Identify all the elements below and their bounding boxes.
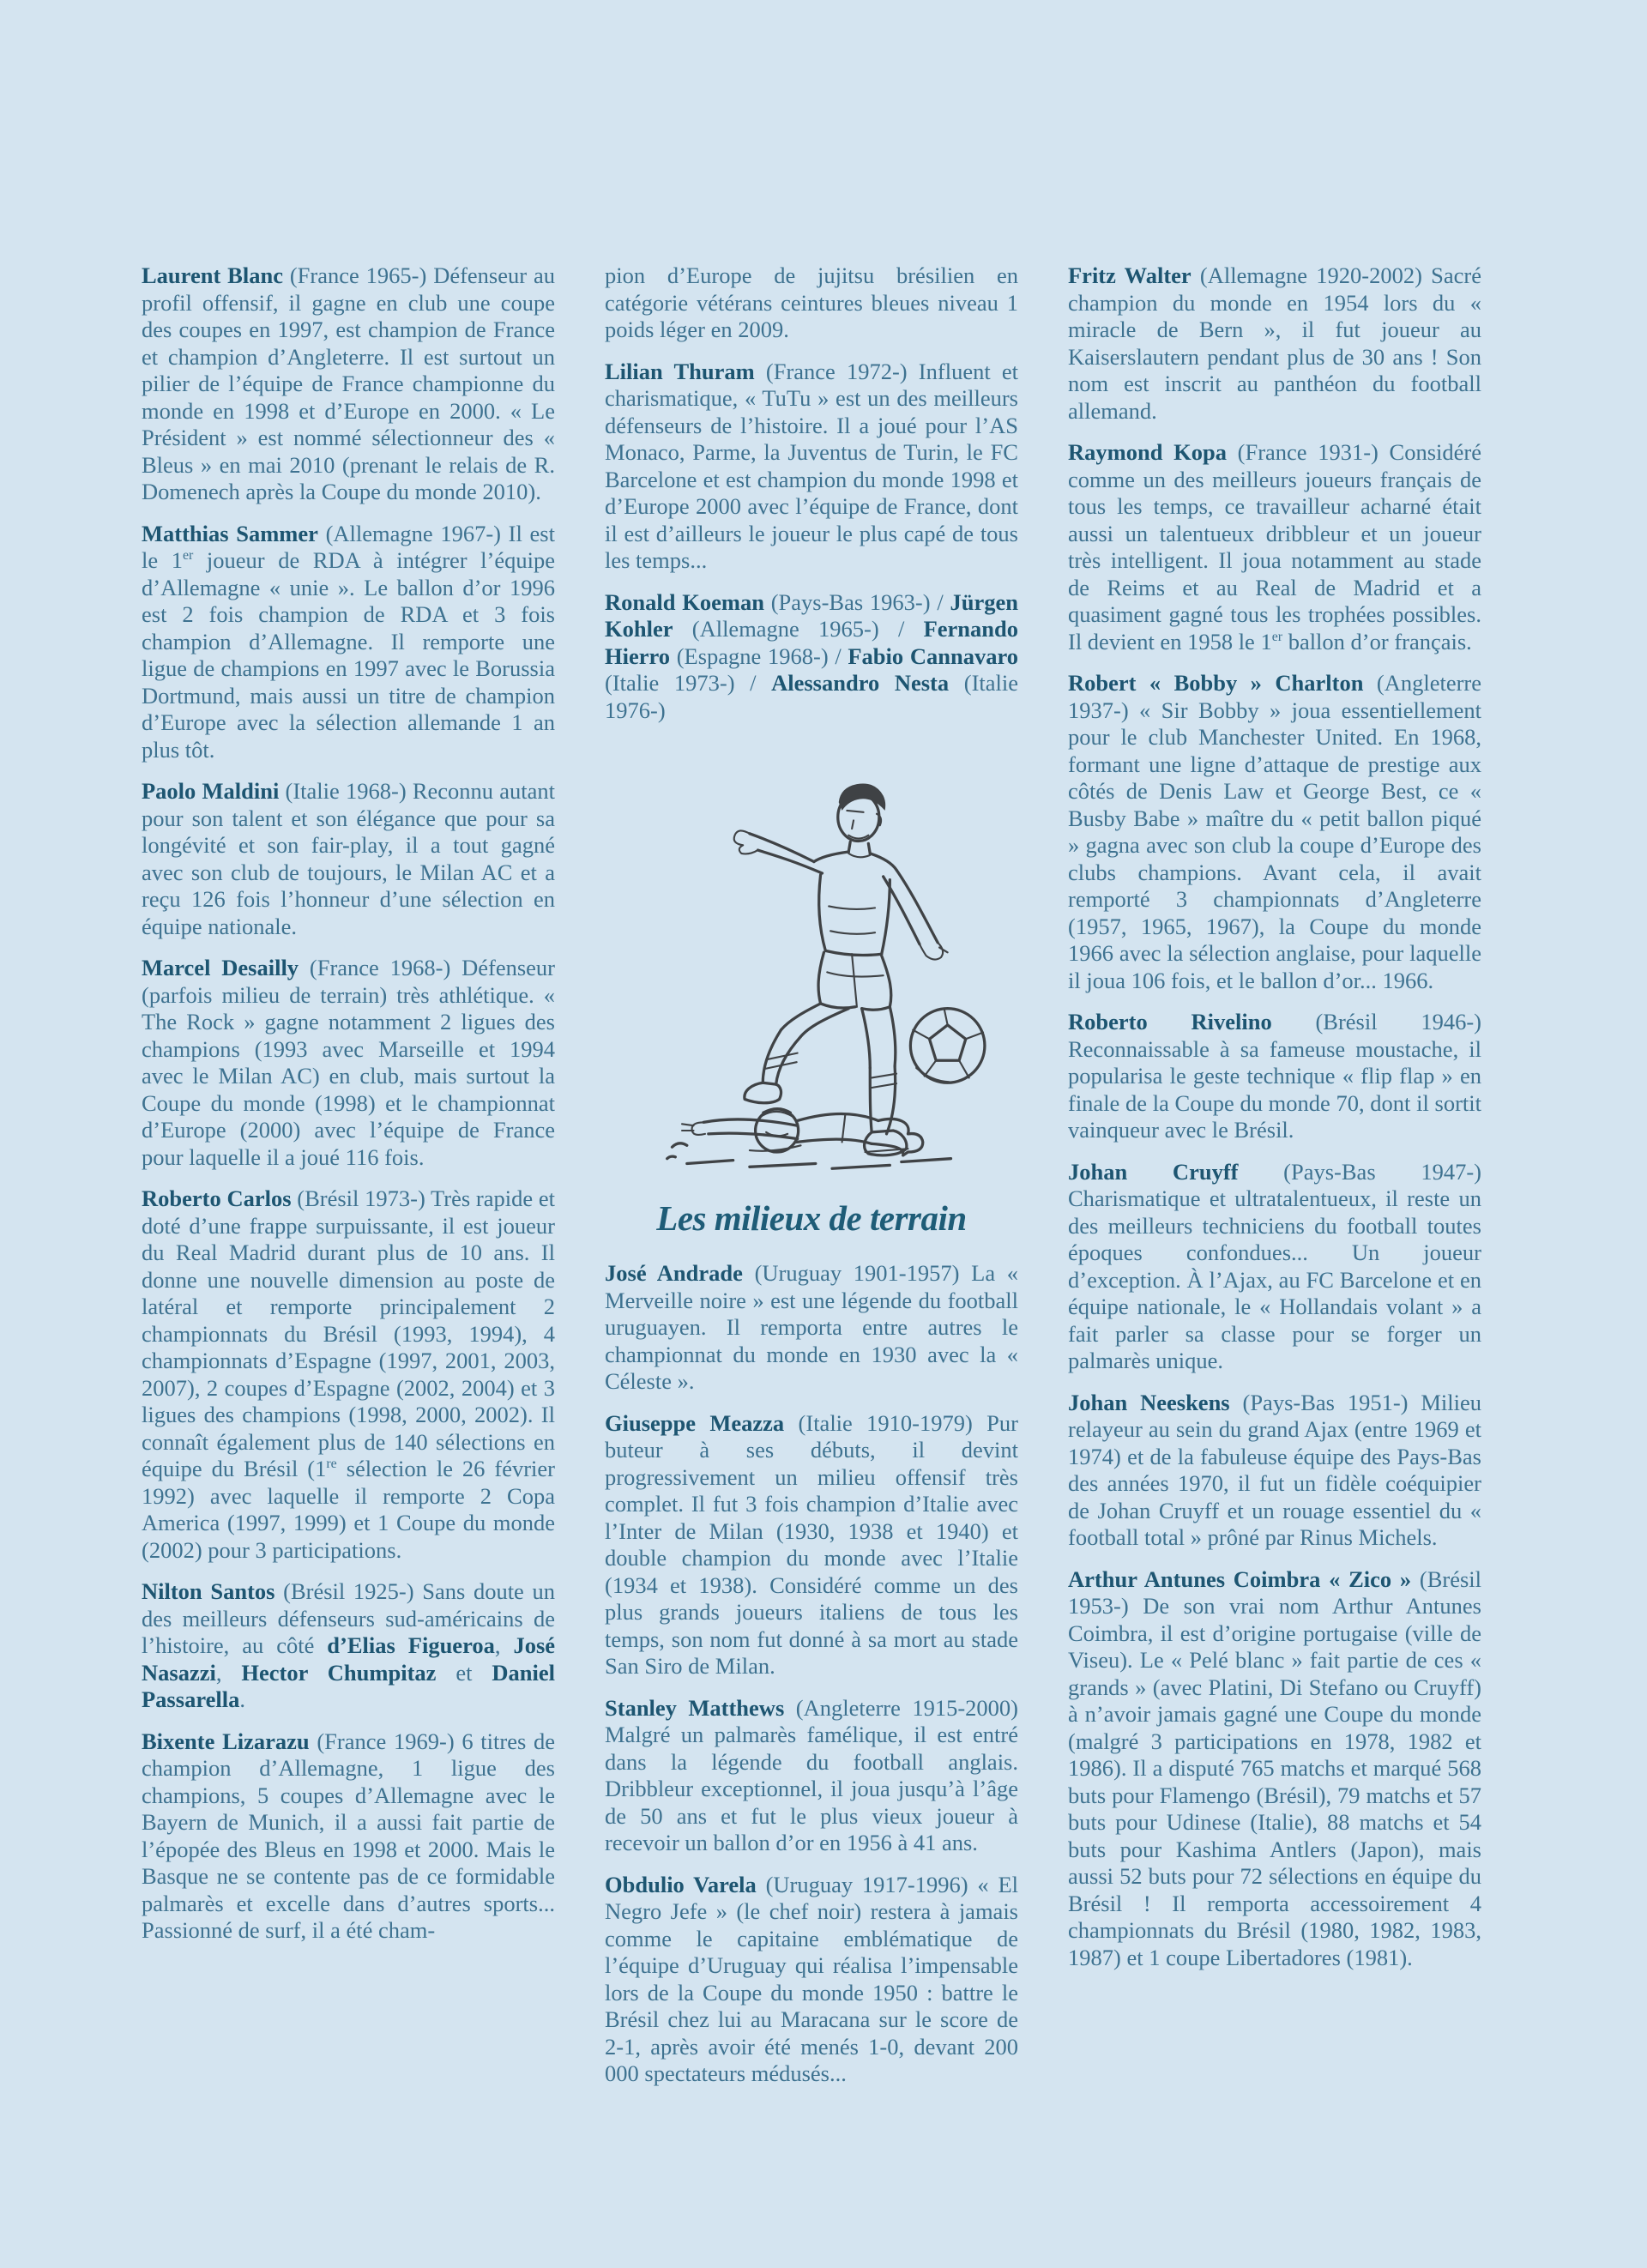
body-text: (France 1931-) Considéré comme un des meilleurs joueurs français de tous les temps, ce travailleur acharné était aussi un talentueux dribbleur et un joueur très intelligent. Il joua notamment au stade de Reims et au Real de Madrid et a quasiment gagné tous les trophées possibles. Il devient en 1958 le 1 (1068, 439, 1481, 654)
body-text: (Brésil 1946-) Reconnaissable à sa fameuse moustache, il popularisa le geste technique « flip flap » en finale de la Coupe du monde 70, dont il sortit vainqueur avec le Brésil. (1068, 1009, 1482, 1143)
column-right (1068, 262, 1481, 2102)
body-text: (France 1965-) Défenseur au profil offensif, il gagne en club une coupe des coupes en 1997, est champion de France et champion d’Angleterre. Il est surtout un pilier de l’équipe de France championne du monde en 1998 et d’Europe en 2000. « Le Président » est nommé sélectionneur des « Bleus » en mai 2010 (prenant le relais de R. Domenech après la Coupe du monde 2010). (142, 262, 555, 504)
superscript: er (1271, 629, 1283, 644)
paragraph (605, 589, 1018, 725)
player-name: Matthias Sammer (142, 520, 318, 546)
player-name: Stanley Matthews (605, 1694, 785, 1721)
player-name: José Andrade (605, 1260, 743, 1287)
column-middle-top-paragraphs (605, 262, 1018, 724)
body-text: sélection le 26 février 1992) avec laquelle il remporte 2 Copa America (1997, 1999) et 1 Coupe du monde (2002) pour 3 participations. (142, 1456, 556, 1563)
superscript: re (326, 1457, 337, 1472)
body-text: ballon d’or français. (1282, 628, 1472, 654)
body-text: (Brésil 1925-) Sans doute un des meilleurs défenseurs sud-américains de l’histoire, au côté (142, 1578, 555, 1658)
player-name: Ronald Koeman (605, 588, 764, 615)
player-name: Marcel Desailly (142, 955, 299, 980)
player-name: Johan Neeskens (1068, 1389, 1230, 1415)
body-text: (France 1968-) Défenseur (parfois milieu de terrain) très athlétique. « The Rock » gagne notamment 2 ligues des champions (1993 avec Marseille et 1994 avec le Milan AC) en club, mais surtout la Coupe du monde (1998) et le championnat d’Europe (2000) avec l’équipe de France pour laquelle il a joué 116 fois. (142, 955, 555, 1170)
player-name: Nilton Santos (142, 1578, 275, 1604)
superscript: er (182, 548, 194, 564)
paragraph (1068, 439, 1481, 655)
body-text: (Pays-Bas 1951-) Milieu relayeur au sein du grand Ajax (entre 1969 et 1974) et de la fabuleuse équipe des Pays-Bas des années 1970, il fut un fidèle coéquipier de Johan Cruyff et un rouage essentiel du « football total » prôné par Rinus Michels. (1068, 1389, 1481, 1550)
paragraph (1068, 1566, 1481, 1972)
paragraph (1068, 1009, 1481, 1144)
paragraph (142, 778, 555, 940)
body-text: (Italie 1968-) Reconnu autant pour son talent et son élégance que pour sa longévité et son fair-play, il a tout gagné avec son club de toujours, le Milan AC et a reçu 126 fois l’honneur d’une sélection en équipe nationale. (142, 778, 555, 939)
paragraph (1068, 262, 1481, 425)
paragraph (605, 262, 1018, 344)
player-name: Fabio Cannavaro (848, 642, 1018, 669)
player-name: Roberto Carlos (142, 1185, 292, 1211)
body-text: (Italie 1973-) / (605, 670, 772, 696)
body-text: (Angleterre 1937-) « Sir Bobby » joua essentiellement pour le club Manchester United. En 1968, formant une ligne d’attaque de prestige aux côtés de Denis Law et George Best, ce « Busby Babe » maître du « petit ballon piqué » gagna avec son club la coupe d’Europe des clubs champions. Avant cela, il avait remporté 3 championnats d’Angleterre (1957, 1965, 1967), la Coupe du monde 1966 avec la sélection anglaise, pour laquelle il joua 106 fois, et le ballon d’or... 1966. (1068, 670, 1481, 993)
soccer-ball-icon (910, 1009, 985, 1083)
player-name: Fernando Hierro (605, 616, 1018, 669)
column-middle (605, 262, 1018, 2102)
section-heading: Les milieux de terrain (656, 1198, 967, 1238)
player-name: Obdulio Varela (605, 1871, 757, 1897)
body-text: (Angleterre 1915-2000) Malgré un palmarès famélique, il est entré dans la légende du football anglais. Dribbleur exceptionnel, il joua jusqu’à l’âge de 50 ans et fut le plus vieux joueur à recevoir un ballon d’or en 1956 à 41 ans. (605, 1694, 1018, 1856)
body-text: . (239, 1686, 245, 1712)
paragraph (1068, 670, 1481, 994)
body-text: (Brésil 1973-) Très rapide et doté d’une frappe surpuissante, il est joueur du Real Madrid durant plus de 10 ans. Il donne une nouvelle dimension au poste de latéral et remporte principalement 2 championnats du Brésil (1993, 1994), 4 championnats d’Espagne (1997, 2001, 2003, 2007), 2 coupes d’Espagne (2002, 2004) et 3 ligues des champions (1998, 2000, 2002). Il connaît également plus de 140 sélections en équipe du Brésil (1 (142, 1185, 555, 1481)
player-name: Fritz Walter (1068, 262, 1192, 288)
paragraph (142, 1728, 555, 1945)
paragraph (142, 955, 555, 1171)
body-text: , (215, 1659, 242, 1686)
player-name: Raymond Kopa (1068, 439, 1227, 465)
player-name: Giuseppe Meazza (605, 1409, 785, 1436)
body-text: (Brésil 1953-) De son vrai nom Arthur Antunes Coimbra, il est d’origine portugaise (ville de Viseu). Le « Pelé blanc » fait partie de ces « grands » (avec Platini, Di Stefano ou Cruyff) à n’avoir jamais gagné une Coupe du monde (malgré 3 participations en 1978, 1982 et 1986). Il a disputé 765 matchs et marqué 568 buts pour Flamengo (Brésil), 79 matchs et 57 buts pour Udinese (Italie), 88 matchs et 54 buts pour Kashima Antlers (Japon), mais aussi 52 buts pour 72 sélections en équipe du Brésil ! Il remporta accessoirement 4 championnats du Brésil (1980, 1982, 1983, 1987) et 1 coupe Libertadores (1981). (1068, 1565, 1481, 1970)
body-text: pion d’Europe de jujitsu brésilien en catégorie vétérans ceintures bleues niveau 1 poids léger en 2009. (605, 262, 1018, 342)
player-name: Lilian Thuram (605, 358, 755, 384)
player-name: Hector Chumpitaz (241, 1659, 437, 1686)
body-text: (Allemagne 1920-2002) Sacré champion du monde en 1954 lors du « miracle de Bern », il fut joueur au Kaiserslautern pendant plus de 30 ans ! Son nom est inscrit au panthéon du football allemand. (1068, 262, 1481, 424)
body-text: (Italie 1976-) (605, 670, 1019, 723)
body-text: (Italie 1910-1979) Pur buteur à ses débuts, il devint progressivement un milieu offensif très complet. Il fut 3 fois champion d’Italie avec l’Inter de Milan (1930, 1938 et 1940) et double champion du monde avec l’Italie (1934 et 1938). Considéré comme un des plus grands joueurs italiens de tous les temps, son nom fut donné à sa mort au stade San Siro de Milan. (605, 1409, 1018, 1680)
player-name: Johan Cruyff (1068, 1158, 1239, 1185)
player-name: Alessandro Nesta (771, 670, 950, 696)
body-text: et (436, 1659, 492, 1686)
paragraph (605, 1695, 1018, 1857)
body-text: joueur de RDA à intégrer l’équipe d’Allemagne « unie ». Le ballon d’or 1996 est 2 fois champion de RDA et 3 fois champion d’Allemagne. Il remporte une ligue de champions en 1997 avec le Borussia Dortmund, mais aussi un titre de champion d’Europe avec la sélection allemande 1 an plus tôt. (142, 547, 556, 763)
body-text: (Pays-Bas 1963-) / (763, 588, 950, 615)
paragraph (142, 1185, 555, 1564)
player-name: Robert « Bobby » Charlton (1068, 670, 1364, 696)
football-dribble-sketch (614, 745, 1009, 1173)
column-middle-bottom-paragraphs (605, 1260, 1018, 2088)
body-text: (France 1969-) 6 titres de champion d’Allemagne, 1 ligue des champions, 5 coupes d’Allemagne avec le Bayern de Munich, il a aussi fait partie de l’épopée des Bleus en 1998 et 2000. Mais le Basque ne se contente pas de ce formidable palmarès et excelle dans d’autres sports... Passionné de surf, il a été cham- (142, 1728, 556, 1943)
player-name: Arthur Antunes Coimbra « Zico » (1068, 1565, 1412, 1592)
player-name: d’Elias Figueroa (327, 1632, 495, 1658)
ground-strokes (667, 1143, 951, 1168)
body-text: , (494, 1632, 514, 1658)
body-text: (Allemagne 1965-) / (673, 616, 924, 642)
paragraph (142, 262, 555, 506)
paragraph (605, 1872, 1018, 2088)
body-text: (Uruguay 1901-1957) La « Merveille noire » est une légende du football uruguayen. Il remporta entre autres le championnat du monde en 1930 avec la « Céleste ». (605, 1260, 1018, 1395)
paragraph (1068, 1390, 1481, 1552)
body-text: (Pays-Bas 1947-) Charismatique et ultratalentueux, il reste un des meilleurs techniciens du football toutes époques confondues... Un joueur d’exception. À l’Ajax, au FC Barcelone et en équipe nationale, le « Hollandais volant » a fait parler sa classe pour se forger un palmarès unique. (1068, 1158, 1481, 1373)
paragraph (605, 359, 1018, 575)
paragraph (605, 1260, 1018, 1396)
body-text: (Uruguay 1917-1996) « El Negro Jefe » (le chef noir) restera à jamais comme le capitaine emblématique de l’équipe d’Uruguay qui réalisa l’impensable lors de la Coupe du monde 1950 : battre le Brésil chez lui au Maracana sur le score de 2-1, après avoir été menés 1-0, devant 200 000 spectateurs médusés... (605, 1871, 1018, 2087)
paragraph (1068, 1159, 1481, 1375)
column-left (142, 262, 555, 2102)
player-name: José Nasazzi (142, 1632, 556, 1686)
player-name: Roberto Rivelino (1068, 1009, 1272, 1034)
player-name: Paolo Maldini (142, 778, 280, 804)
body-text: (France 1972-) Influent et charismatique, « TuTu » est un des meilleurs défenseurs de l’histoire. Il a joué pour l’AS Monaco, Parme, la Juventus de Turin, le FC Barcelone et est champion du monde 1998 et d’Europe 2000 avec l’équipe de France, dont il est d’ailleurs le joueur le plus capé de tous les temps... (605, 358, 1018, 573)
paragraph (142, 1578, 555, 1714)
body-text: (Espagne 1968-) / (670, 642, 848, 669)
player-name: Laurent Blanc (142, 262, 283, 288)
player-name: Daniel Passarella (142, 1659, 556, 1712)
player-name: Bixente Lizarazu (142, 1728, 310, 1754)
jumping-player-sketch (734, 783, 948, 1155)
paragraph (142, 521, 555, 764)
body-text: (Allemagne 1967-) Il est le 1 (142, 520, 555, 573)
player-name: Jürgen Kohler (605, 588, 1018, 642)
paragraph (605, 1410, 1018, 1680)
